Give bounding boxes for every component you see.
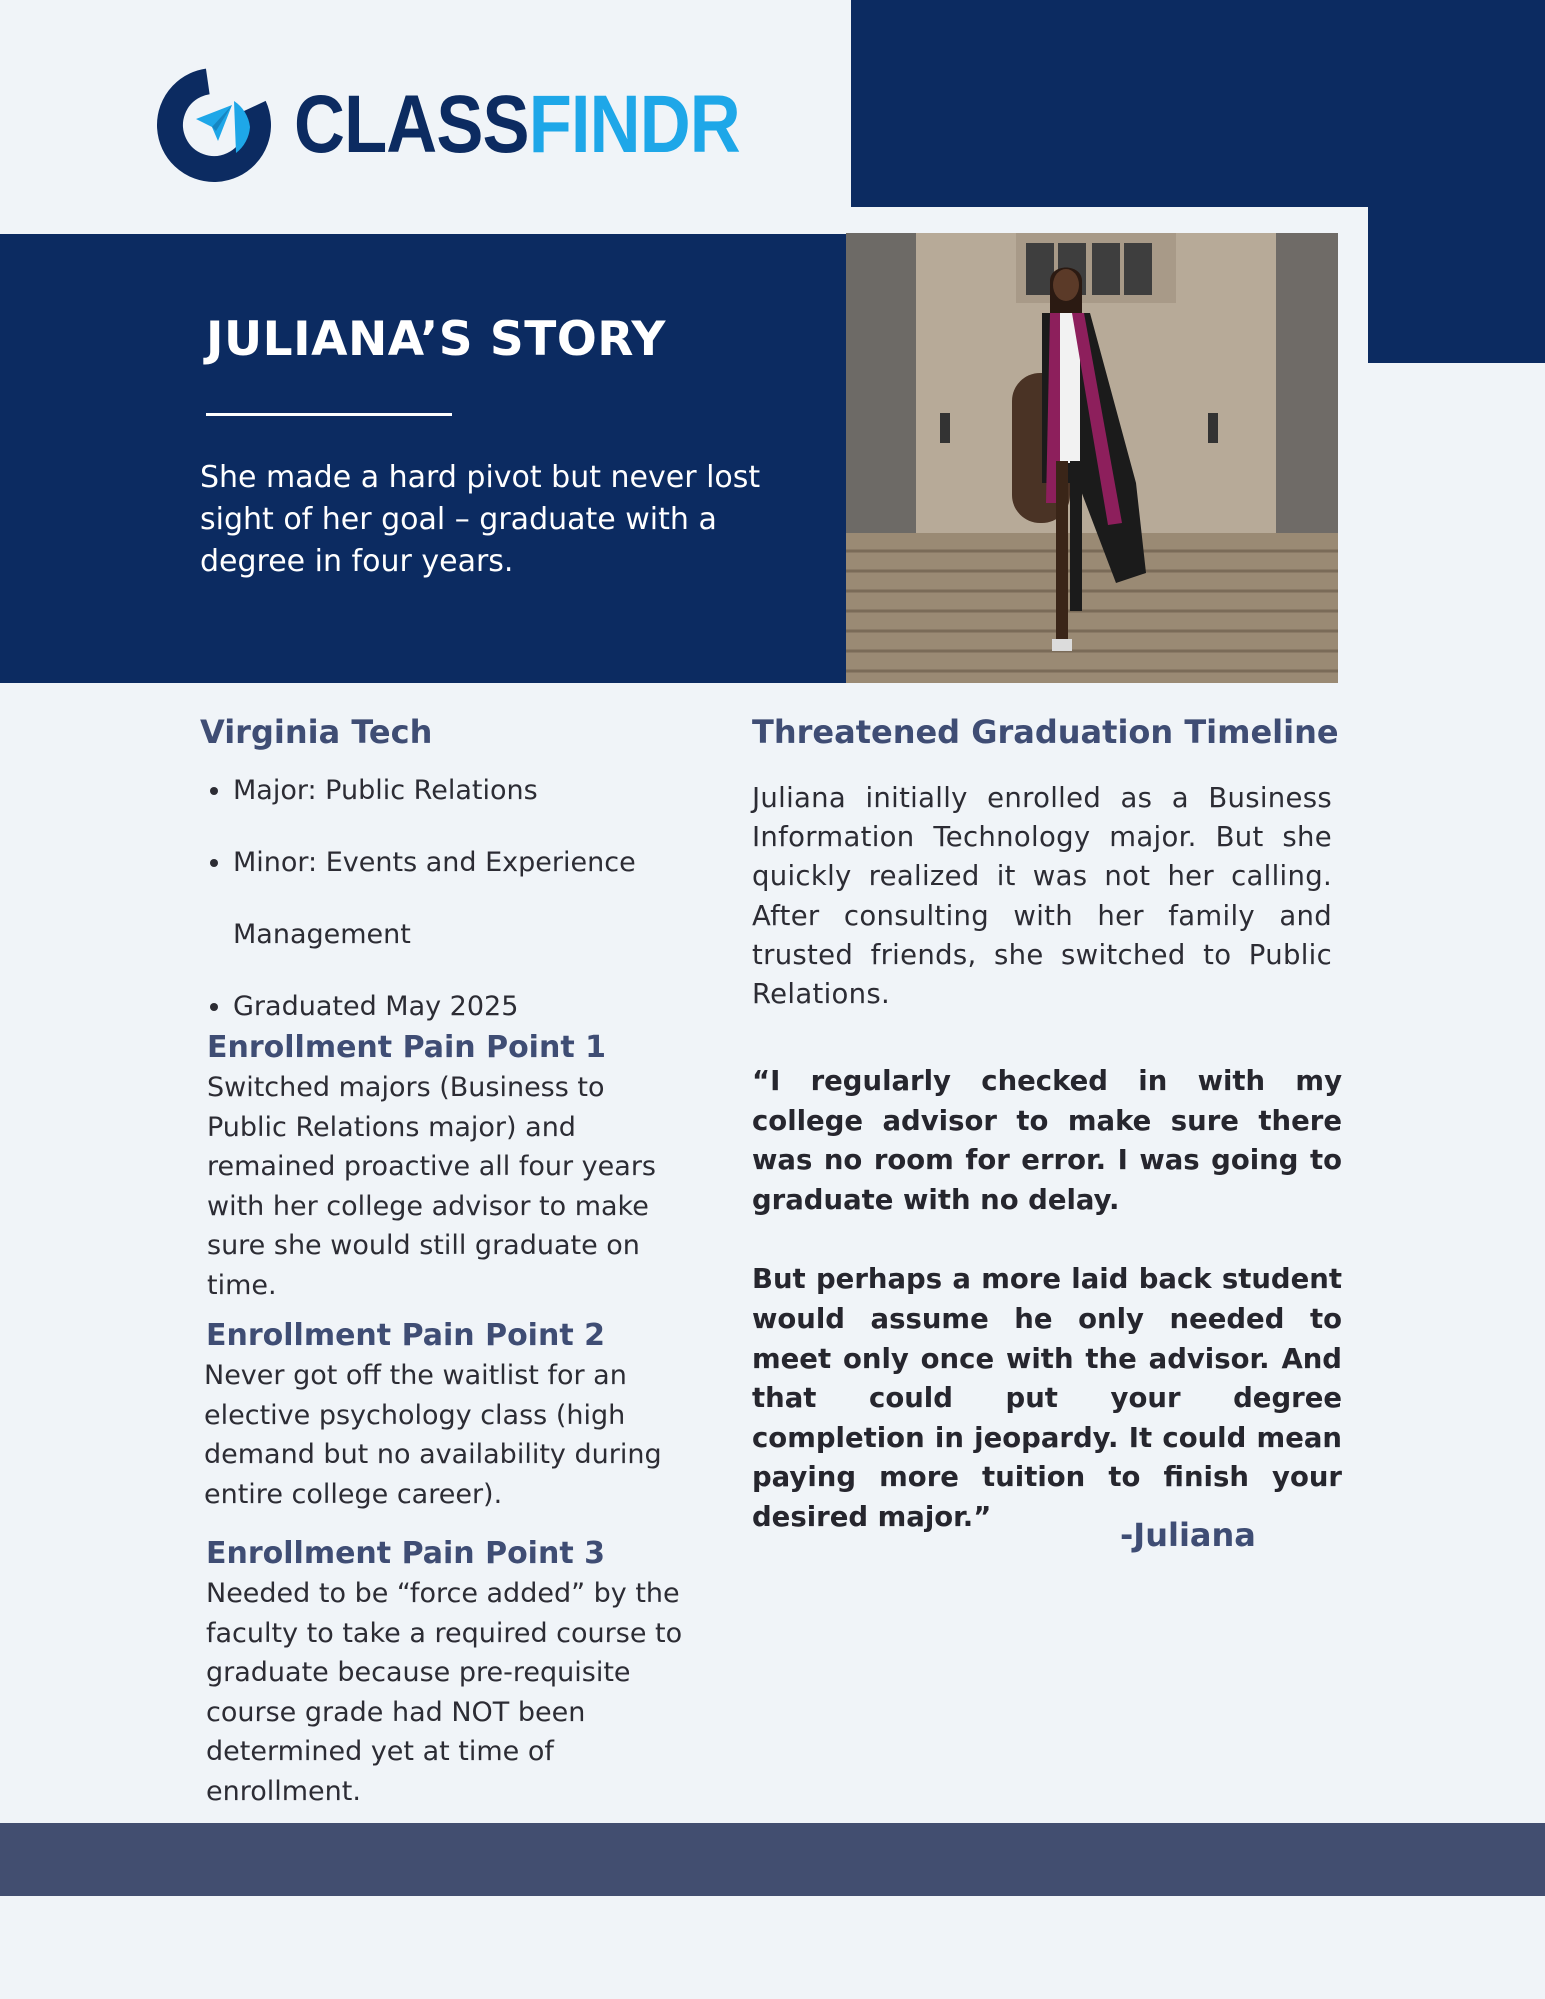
brand-name-class: CLASS — [294, 79, 529, 170]
pain-point-title: Enrollment Pain Point 1 — [207, 1030, 606, 1065]
title-divider — [206, 413, 452, 416]
brand-wordmark — [294, 78, 740, 172]
pain-point-2 — [206, 1316, 686, 1514]
footer-band — [0, 1823, 1545, 1896]
pain-point-text: Never got off the waitlist for an elective psychology class (high demand but no availability during entire college career). — [204, 1360, 662, 1510]
quote-attribution: -Juliana — [1120, 1516, 1256, 1554]
pain-point-text: Needed to be “force added” by the faculty to take a required course to graduate because pre-requisite course grade had NOT been determined yet at time of enrollment. — [206, 1578, 683, 1807]
quote-paragraph-1: “I regularly checked in with my college advisor to make sure there was no room for error. I was going to graduate with no delay. — [752, 1065, 1342, 1216]
timeline-text: Juliana initially enrolled as a Business Information Technology major. But she quickly realized it was not her calling. After consulting with her family and trusted friends, she switched to Public Relations. — [752, 782, 1332, 1011]
pain-point-title: Enrollment Pain Point 2 — [206, 1318, 605, 1353]
pain-point-1 — [207, 1028, 687, 1305]
page-title: JULIANA’S STORY — [206, 312, 666, 367]
header-accent-tab — [1368, 207, 1545, 363]
classfindr-logo — [156, 66, 812, 184]
quote-paragraph-2: But perhaps a more laid back student would assume he only needed to meet only once with the advisor. And that could put your degree completion in jeopardy. It could mean paying more tuition to finish your desired major.” — [752, 1263, 1342, 1533]
brand-name-findr: FINDR — [528, 79, 740, 170]
hero-subtitle: She made a hard pivot but never lost sight of her goal – graduate with a degree in four years. — [200, 460, 761, 579]
fact-graduated: • Graduated May 2025 — [233, 971, 753, 1043]
pain-point-text: Switched majors (Business to Public Relations major) and remained proactive all four years with her college advisor to make sure she would still graduate on time. — [207, 1072, 656, 1301]
pain-point-3 — [206, 1534, 686, 1811]
school-name: Virginia Tech — [200, 713, 433, 751]
header-accent-block — [851, 0, 1545, 207]
student-quote — [752, 1062, 1342, 1578]
timeline-heading: Threatened Graduation Timeline — [752, 713, 1339, 751]
fact-minor: • Minor: Events and Experience Management — [233, 827, 673, 971]
graduate-photo — [846, 233, 1338, 683]
pain-point-title: Enrollment Pain Point 3 — [206, 1536, 605, 1571]
profile-facts-list — [200, 755, 753, 1043]
fact-major: • Major: Public Relations — [233, 755, 753, 827]
compass-paper-plane-icon — [156, 67, 272, 183]
